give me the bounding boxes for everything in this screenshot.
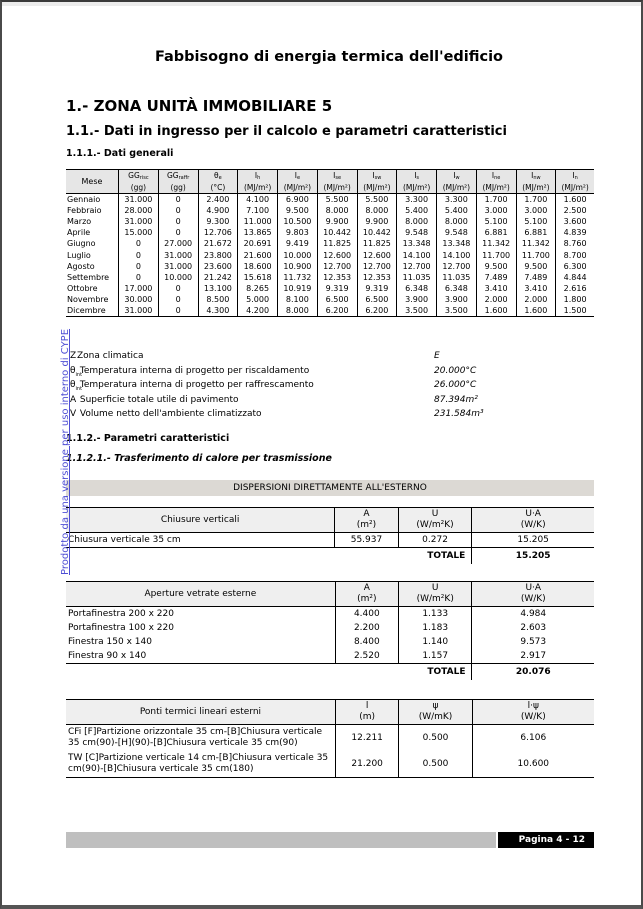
month-cell: Marzo — [67, 217, 92, 227]
month-cell: Febbraio — [67, 206, 102, 216]
col-header: $\theta_e$ (°C) — [198, 170, 238, 194]
value-cell: 31.000 — [158, 261, 198, 272]
value-cell: 9.500 — [476, 261, 516, 272]
value-cell: 23.800 — [198, 249, 238, 260]
value-cell: 11.825 — [357, 238, 397, 249]
value-cell: 12.706 — [198, 227, 238, 238]
value-cell: 9.548 — [437, 227, 477, 238]
col-header: $I_{ne}$ (MJ/m²) — [476, 170, 516, 194]
value-cell: 10.442 — [357, 227, 397, 238]
value-cell: 12.600 — [357, 249, 397, 260]
value-cell: 10.000 — [278, 249, 318, 260]
col-header: $I_n$ (MJ/m²) — [556, 170, 594, 194]
value-cell: 3.000 — [516, 205, 556, 216]
table-row: Finestra 90 x 140 2.520 1.157 2.917 — [66, 649, 594, 664]
value-cell: 23.600 — [198, 261, 238, 272]
value-cell: 14.100 — [437, 249, 477, 260]
value-cell: 3.300 — [437, 194, 477, 206]
zone-parameters — [70, 349, 590, 422]
value-cell: 28.000 — [119, 205, 159, 216]
value-cell: 0 — [119, 261, 159, 272]
month-cell: Agosto — [67, 261, 95, 271]
value-cell: 10.500 — [278, 216, 318, 227]
parameter-symbol: $\theta_{int}$ — [70, 365, 83, 378]
month-cell: Settembre — [67, 272, 110, 282]
value-cell: 31.000 — [119, 305, 159, 317]
table-row — [66, 283, 594, 294]
value-cell: 3.500 — [397, 305, 437, 317]
value-cell: 21.672 — [198, 238, 238, 249]
table-row: Chiusura verticale 35 cm 55.937 0.272 15.205 — [66, 533, 594, 548]
thermal-bridges-table — [66, 699, 594, 778]
value-cell: 5.400 — [397, 205, 437, 216]
value-cell: 12.700 — [357, 261, 397, 272]
total-label: TOTALE — [398, 548, 472, 565]
parameter-symbol: V — [70, 409, 77, 420]
value-cell: 5.500 — [317, 194, 357, 206]
value-cell: 13.348 — [437, 238, 477, 249]
col-header: Chiusure verticali — [66, 508, 335, 533]
col-header: A (m²) — [335, 508, 399, 533]
col-header: l (m) — [335, 700, 399, 725]
parameter-value: 20.000°C — [434, 365, 477, 376]
col-header: l·ψ (W/K) — [472, 700, 594, 725]
value-cell: 5.100 — [476, 216, 516, 227]
value-cell: 6.500 — [357, 294, 397, 305]
value-cell: 2.400 — [198, 194, 238, 206]
value-cell: 1.700 — [476, 194, 516, 206]
value-cell: 12.700 — [397, 261, 437, 272]
value-cell: 11.035 — [397, 272, 437, 283]
value-cell: 1.700 — [516, 194, 556, 206]
value-cell: 7.489 — [516, 272, 556, 283]
table-header — [66, 700, 594, 725]
top-shade — [2, 2, 641, 6]
value-cell: 0 — [158, 205, 198, 216]
value-cell: 30.000 — [119, 294, 159, 305]
col-header: A (m²) — [335, 582, 398, 607]
value-cell: 6.200 — [357, 305, 397, 317]
value-cell: 3.410 — [516, 283, 556, 294]
parameter-symbol: Z — [70, 351, 77, 361]
value-cell: 6.881 — [516, 227, 556, 238]
parameter-row — [70, 378, 590, 393]
value-cell: 17.000 — [119, 283, 159, 294]
parameter-symbol: A — [70, 394, 77, 405]
value-cell: 3.900 — [437, 294, 477, 305]
table-row: Portafinestra 200 x 220 4.400 1.133 4.984 — [66, 607, 594, 622]
value-cell: 2.500 — [556, 205, 594, 216]
col-header: U (W/m²K) — [398, 508, 472, 533]
value-cell: 8.000 — [397, 216, 437, 227]
glazed-openings-table — [66, 581, 594, 680]
total-row — [66, 664, 594, 681]
value-cell: 9.900 — [357, 216, 397, 227]
value-cell: 5.500 — [357, 194, 397, 206]
section-heading-heat-transfer: 1.1.2.1.- Trasferimento di calore per trasmissione — [66, 453, 332, 464]
parameter-label: Zona climatica — [77, 351, 144, 361]
table-row — [66, 227, 594, 238]
value-cell: 9.419 — [278, 238, 318, 249]
value-cell: 0 — [119, 272, 159, 283]
total-value: 20.076 — [515, 666, 551, 677]
table-row: Finestra 150 x 140 8.400 1.140 9.573 — [66, 635, 594, 649]
value-cell: 8.000 — [317, 205, 357, 216]
value-cell: 6.348 — [397, 283, 437, 294]
value-cell: 7.489 — [476, 272, 516, 283]
parameter-value: 87.394m² — [434, 394, 478, 405]
value-cell: 6.300 — [556, 261, 594, 272]
value-cell: 9.548 — [397, 227, 437, 238]
value-cell: 10.442 — [317, 227, 357, 238]
value-cell: 9.500 — [278, 205, 318, 216]
value-cell: 31.000 — [119, 216, 159, 227]
value-cell: 3.410 — [476, 283, 516, 294]
value-cell: 2.000 — [476, 294, 516, 305]
value-cell: 31.000 — [119, 194, 159, 206]
col-header: U (W/m²K) — [398, 582, 472, 607]
col-header: $I_w$ (MJ/m²) — [437, 170, 477, 194]
month-cell: Luglio — [67, 250, 91, 260]
value-cell: 4.300 — [198, 305, 238, 317]
value-cell: 13.348 — [397, 238, 437, 249]
climate-data-table — [66, 169, 594, 317]
parameter-row — [70, 349, 590, 364]
month-cell: Dicembre — [67, 305, 106, 315]
col-header: $I_{se}$ (MJ/m²) — [317, 170, 357, 194]
col-header: $GG_{risc}$ (gg) — [119, 170, 159, 194]
table-row: CFi [F]Partizione orizzontale 35 cm-[B]Chiusura verticale 35 cm(90)-[H](90)-[B]Chiusura verticale 35 cm(90) 12.211 0.500 6.106 — [66, 725, 594, 752]
value-cell: 0 — [158, 305, 198, 317]
value-cell: 2.000 — [516, 294, 556, 305]
col-header: U·A (W/K) — [472, 508, 594, 533]
value-cell: 11.342 — [516, 238, 556, 249]
parameter-label: Temperatura interna di progetto per riscaldamento — [79, 365, 310, 376]
value-cell: 1.600 — [516, 305, 556, 317]
table-row: Portafinestra 100 x 220 2.200 1.183 2.603 — [66, 621, 594, 635]
value-cell: 9.803 — [278, 227, 318, 238]
value-cell: 13.100 — [198, 283, 238, 294]
value-cell: 12.700 — [437, 261, 477, 272]
value-cell: 11.342 — [476, 238, 516, 249]
parameter-value: 26.000°C — [434, 380, 477, 391]
value-cell: 12.353 — [317, 272, 357, 283]
month-cell: Gennaio — [67, 195, 101, 205]
col-header: $I_h$ (MJ/m²) — [238, 170, 278, 194]
value-cell: 1.600 — [556, 194, 594, 206]
col-header: $GG_{raffr}$ (gg) — [158, 170, 198, 194]
value-cell: 1.600 — [476, 305, 516, 317]
table-row — [66, 238, 594, 249]
table-header — [66, 508, 594, 533]
col-header: $I_{nw}$ (MJ/m²) — [516, 170, 556, 194]
value-cell: 4.100 — [238, 194, 278, 206]
table-row — [66, 194, 594, 206]
value-cell: 8.100 — [278, 294, 318, 305]
value-cell: 6.348 — [437, 283, 477, 294]
parameter-symbol: $\theta_{int}$ — [70, 380, 83, 392]
page-title: Fabbisogno di energia termica dell'edificio — [154, 49, 504, 65]
value-cell: 0 — [119, 238, 159, 249]
value-cell: 9.300 — [198, 216, 238, 227]
value-cell: 9.500 — [516, 261, 556, 272]
table-row — [66, 272, 594, 283]
parameter-label: Superficie totale utile di pavimento — [79, 394, 239, 405]
parameter-row — [70, 364, 590, 379]
dispersion-banner: DISPERSIONI DIRETTAMENTE ALL'ESTERNO — [66, 480, 594, 496]
total-value: 15.205 — [515, 550, 551, 561]
value-cell: 5.000 — [238, 294, 278, 305]
value-cell: 4.900 — [198, 205, 238, 216]
table-row: TW [C]Partizione verticale 14 cm-[B]Chiusura verticale 35 cm(90)-[B]Chiusura verticale 35 cm(180) 21.200 0.500 10.600 — [66, 751, 594, 778]
value-cell: 21.600 — [238, 249, 278, 260]
value-cell: 0 — [158, 227, 198, 238]
col-header: Mese — [66, 170, 119, 194]
footer-bar — [66, 832, 496, 848]
value-cell: 10.919 — [278, 283, 318, 294]
value-cell: 3.500 — [437, 305, 477, 317]
value-cell: 12.353 — [357, 272, 397, 283]
value-cell: 6.900 — [278, 194, 318, 206]
value-cell: 8.000 — [357, 205, 397, 216]
value-cell: 3.600 — [556, 216, 594, 227]
total-row — [66, 548, 594, 565]
value-cell: 31.000 — [158, 249, 198, 260]
value-cell: 10.000 — [158, 272, 198, 283]
table-row — [66, 205, 594, 216]
col-header: ψ (W/mK) — [399, 700, 472, 725]
climate-table-header — [66, 170, 594, 194]
value-cell: 2.616 — [556, 283, 594, 294]
value-cell: 11.700 — [476, 249, 516, 260]
value-cell: 0 — [119, 249, 159, 260]
parameter-value: 231.584m³ — [434, 409, 484, 420]
col-header: Ponti termici lineari esterni — [66, 700, 335, 725]
value-cell: 6.500 — [317, 294, 357, 305]
value-cell: 11.035 — [437, 272, 477, 283]
value-cell: 9.900 — [317, 216, 357, 227]
value-cell: 5.100 — [516, 216, 556, 227]
parameter-label: Temperatura interna di progetto per raffrescamento — [79, 380, 314, 391]
table-row — [66, 261, 594, 272]
value-cell: 8.700 — [556, 249, 594, 260]
parameter-row — [70, 393, 590, 408]
value-cell: 9.319 — [357, 283, 397, 294]
page-number: Pagina 4 - 12 — [498, 832, 594, 848]
value-cell: 9.319 — [317, 283, 357, 294]
value-cell: 11.732 — [278, 272, 318, 283]
parameter-row — [70, 407, 590, 422]
value-cell: 13.865 — [238, 227, 278, 238]
value-cell: 4.844 — [556, 272, 594, 283]
value-cell: 5.400 — [437, 205, 477, 216]
table-header — [66, 582, 594, 607]
value-cell: 15.618 — [238, 272, 278, 283]
value-cell: 20.691 — [238, 238, 278, 249]
value-cell: 15.000 — [119, 227, 159, 238]
section-heading-zone: 1.- ZONA UNITÀ IMMOBILIARE 5 — [66, 97, 333, 115]
value-cell: 10.900 — [278, 261, 318, 272]
value-cell: 12.600 — [317, 249, 357, 260]
value-cell: 27.000 — [158, 238, 198, 249]
table-row — [66, 249, 594, 260]
col-header: $I_{sw}$ (MJ/m²) — [357, 170, 397, 194]
vertical-closures-table — [66, 507, 594, 564]
value-cell: 0 — [158, 283, 198, 294]
value-cell: 6.200 — [317, 305, 357, 317]
value-cell: 8.000 — [278, 305, 318, 317]
value-cell: 0 — [158, 194, 198, 206]
value-cell: 0 — [158, 294, 198, 305]
col-header: $I_s$ (MJ/m²) — [397, 170, 437, 194]
value-cell: 4.200 — [238, 305, 278, 317]
month-cell: Aprile — [67, 228, 91, 238]
value-cell: 8.500 — [198, 294, 238, 305]
value-cell: 6.881 — [476, 227, 516, 238]
table-row — [66, 294, 594, 305]
parameter-label: Volume netto dell'ambiente climatizzato — [79, 409, 262, 420]
climate-table-body — [66, 194, 594, 317]
value-cell: 7.100 — [238, 205, 278, 216]
col-header: U·A (W/K) — [472, 582, 594, 607]
value-cell: 11.825 — [317, 238, 357, 249]
month-cell: Giugno — [67, 239, 96, 249]
col-header: $I_e$ (MJ/m²) — [278, 170, 318, 194]
value-cell: 3.300 — [397, 194, 437, 206]
table-row — [66, 216, 594, 227]
watermark-link[interactable]: Prodotto da una versione per uso interno di CYPE — [60, 328, 71, 575]
value-cell: 0 — [158, 216, 198, 227]
value-cell: 11.700 — [516, 249, 556, 260]
value-cell: 8.000 — [437, 216, 477, 227]
value-cell: 3.000 — [476, 205, 516, 216]
month-cell: Novembre — [67, 294, 109, 304]
value-cell: 18.600 — [238, 261, 278, 272]
value-cell: 21.242 — [198, 272, 238, 283]
section-heading-general-data: 1.1.1.- Dati generali — [66, 148, 174, 159]
value-cell: 1.500 — [556, 305, 594, 317]
col-header: Aperture vetrate esterne — [66, 582, 335, 607]
parameter-value: E — [434, 351, 440, 361]
value-cell: 3.900 — [397, 294, 437, 305]
value-cell: 11.000 — [238, 216, 278, 227]
value-cell: 14.100 — [397, 249, 437, 260]
table-row — [66, 305, 594, 317]
value-cell: 1.800 — [556, 294, 594, 305]
section-heading-input-data: 1.1.- Dati in ingresso per il calcolo e parametri caratteristici — [66, 124, 507, 139]
total-label: TOTALE — [398, 664, 472, 681]
value-cell: 12.700 — [317, 261, 357, 272]
section-heading-characteristic-params: 1.1.2.- Parametri caratteristici — [66, 433, 230, 444]
month-cell: Ottobre — [67, 283, 98, 293]
value-cell: 8.265 — [238, 283, 278, 294]
value-cell: 4.839 — [556, 227, 594, 238]
value-cell: 8.760 — [556, 238, 594, 249]
